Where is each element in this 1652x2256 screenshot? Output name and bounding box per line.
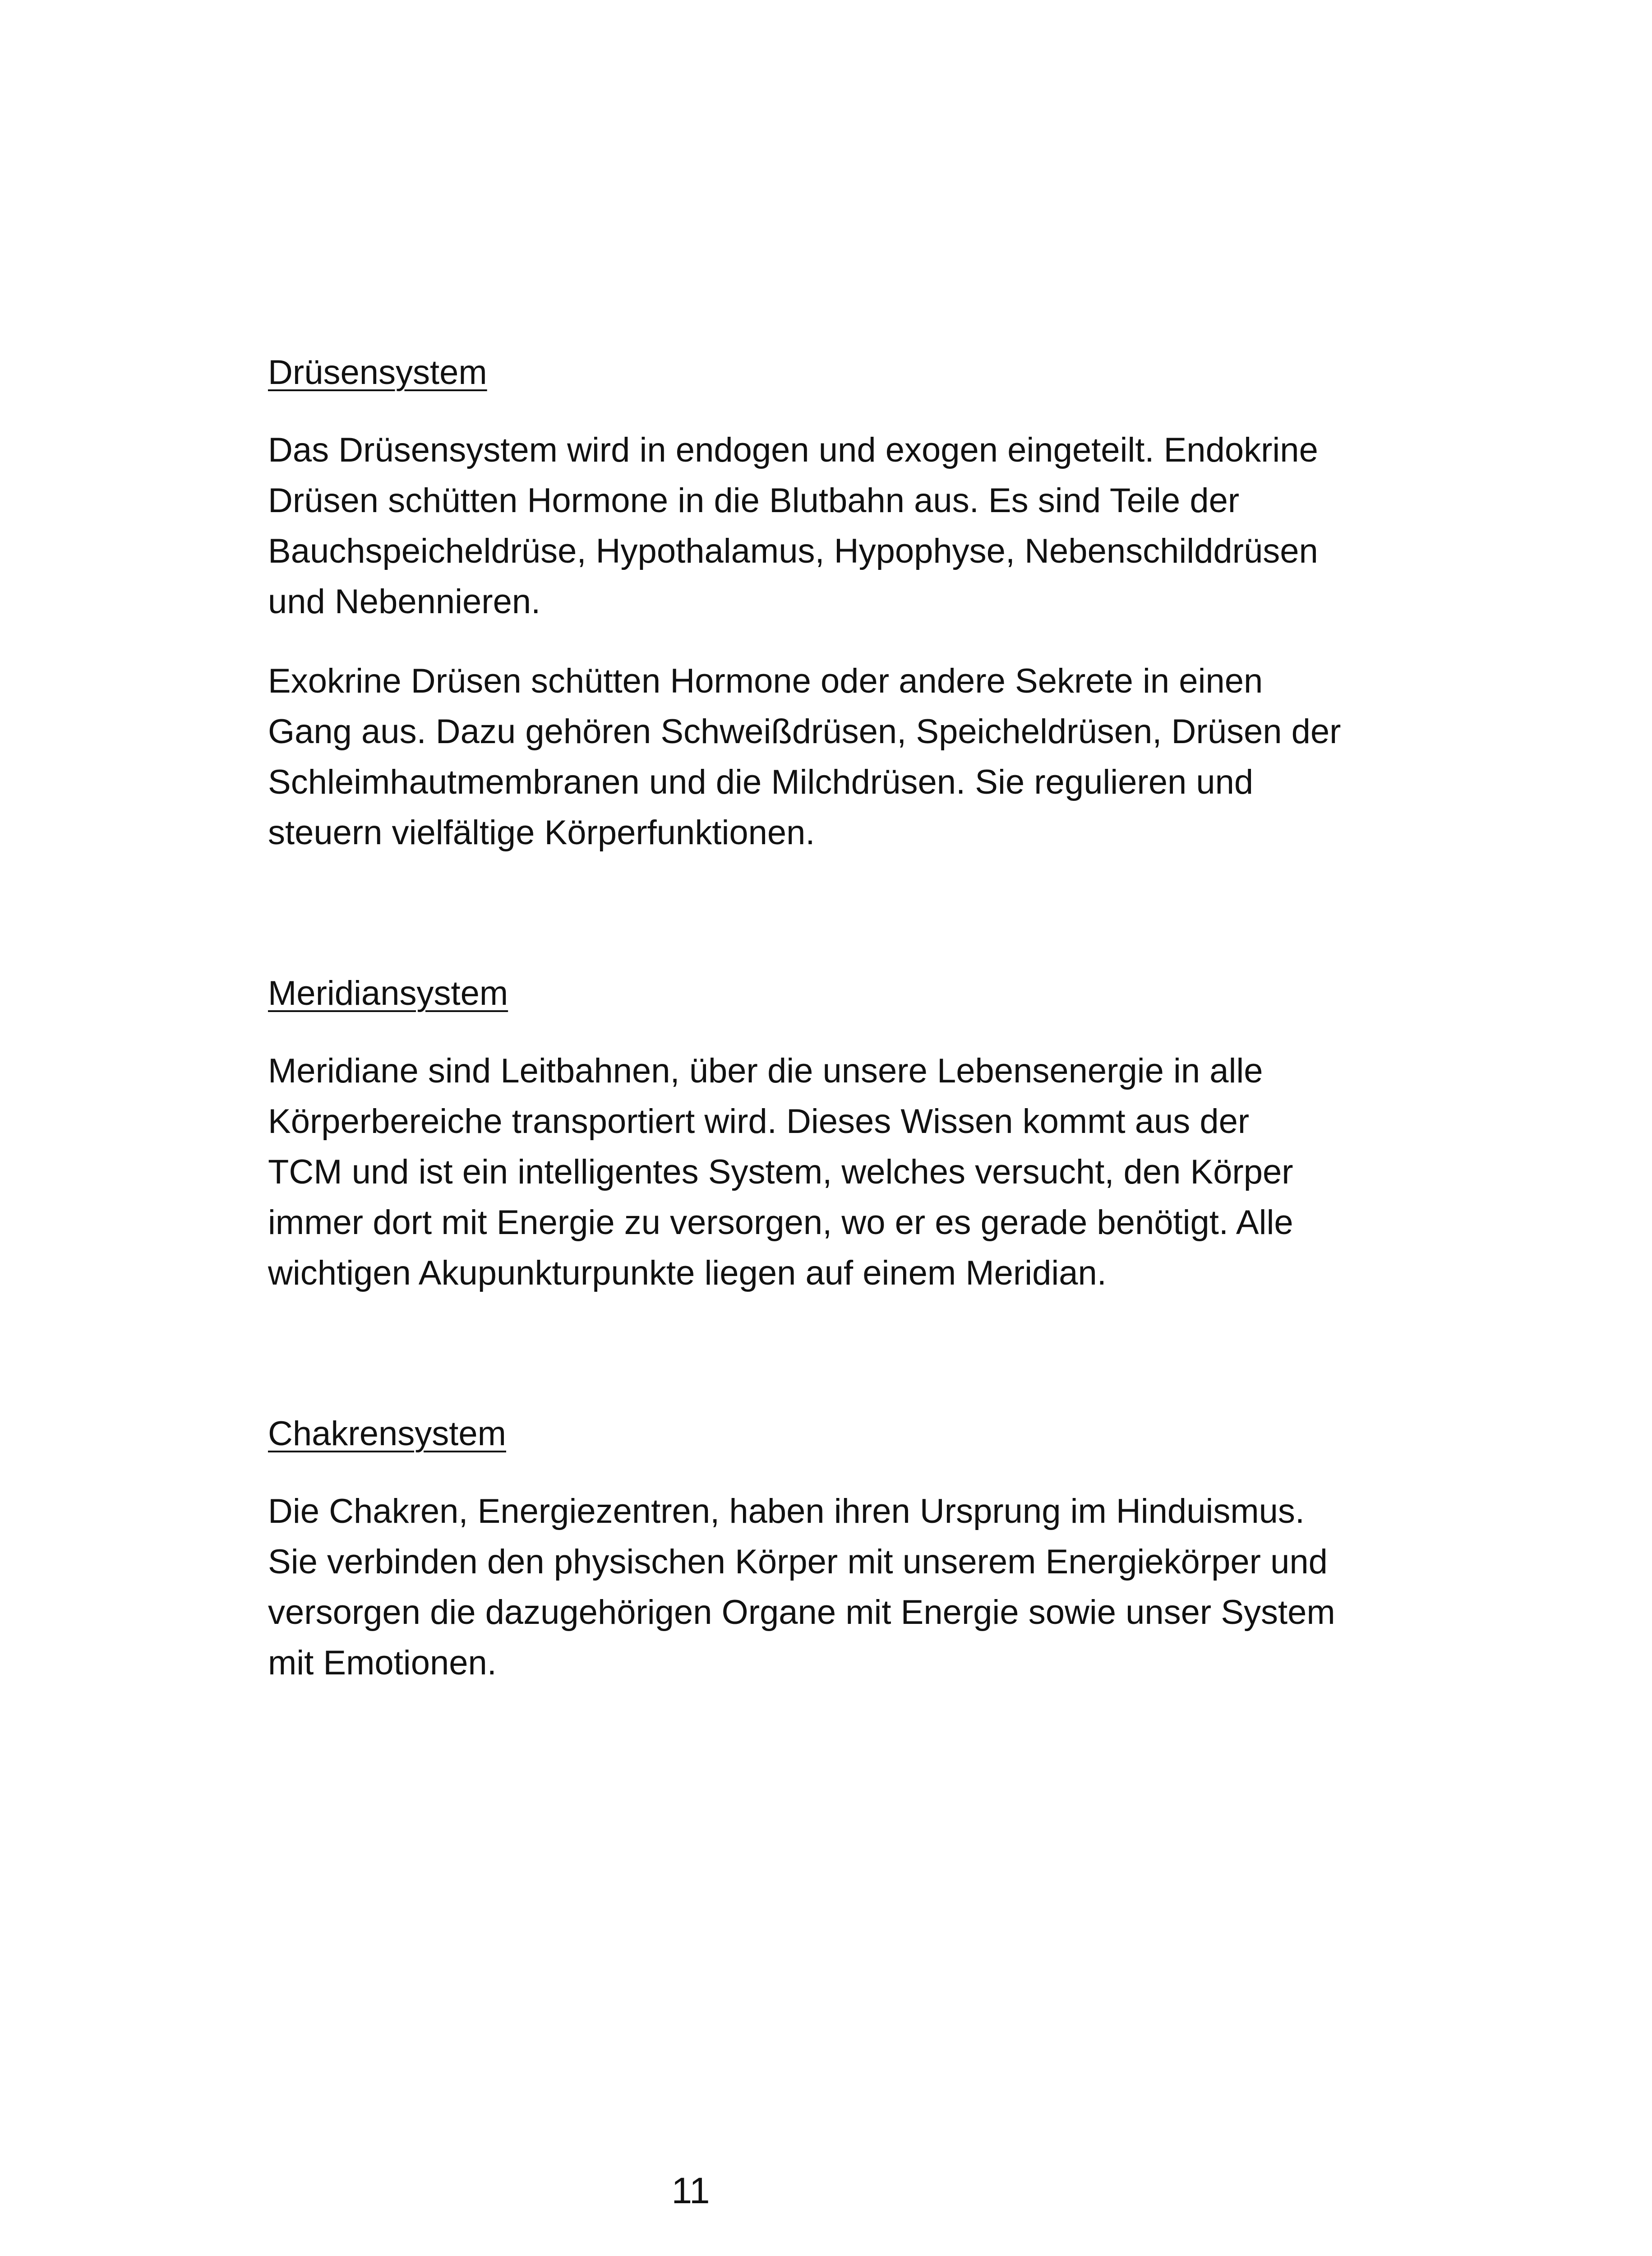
paragraph: Exokrine Drüsen schütten Hormone oder andere Sekrete in einen Gang aus. Dazu gehören Schweißdrüsen, Speicheldrüsen, Drüsen der Schleimhautmembranen und die Milchdrüsen. Sie regulieren und steuern vielfältige Körperfunktionen. bbox=[268, 662, 1341, 852]
section-druesensystem bbox=[268, 347, 1405, 858]
section-heading: Meridiansystem bbox=[268, 974, 508, 1012]
section-meridiansystem bbox=[268, 968, 1405, 1299]
paragraph: Meridiane sind Leitbahnen, über die unsere Lebensenergie in alle Körperbereiche transportiert wird. Dieses Wissen kommt aus der TCM und ist ein intelligentes System, welches versucht, den Körper immer dort mit Energie zu versorgen, wo er es gerade benötigt. Alle wichtigen Akupunkturpunkte liegen auf einem Meridian. bbox=[268, 1052, 1293, 1292]
section-heading: Drüsensystem bbox=[268, 353, 487, 392]
page-content bbox=[268, 347, 1405, 1688]
section-chakrensystem bbox=[268, 1409, 1405, 1688]
paragraph: Die Chakren, Energiezentren, haben ihren Ursprung im Hinduismus. Sie verbinden den physischen Körper mit unserem Energiekörper und versorgen die dazugehörigen Organe mit Energie sowie unser System mit Emotionen. bbox=[268, 1492, 1335, 1682]
section-heading: Chakrensystem bbox=[268, 1415, 506, 1453]
page-number: 11 bbox=[671, 2170, 710, 2211]
paragraph: Das Drüsensystem wird in endogen und exogen eingeteilt. Endokrine Drüsen schütten Hormone in die Blutbahn aus. Es sind Teile der Bauchspeicheldrüse, Hypothalamus, Hypophyse, Nebenschilddrüsen und Nebennieren. bbox=[268, 431, 1318, 621]
